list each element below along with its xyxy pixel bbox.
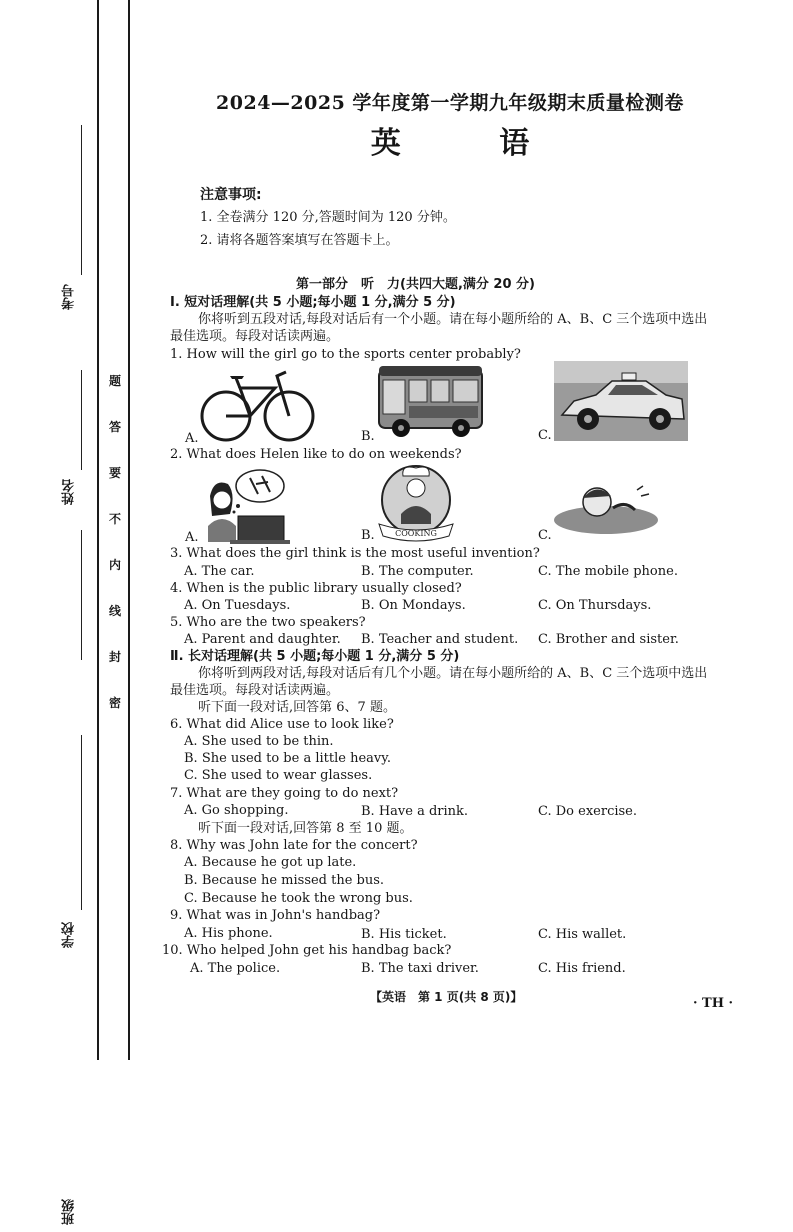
option: B. The computer. [361,564,474,579]
question-stem: 5. Who are the two speakers? [170,615,366,630]
page-footer: 【英语 第 1 页(共 8 页)】 [370,990,523,1004]
option-label: A. [185,530,199,545]
option-label: A. [185,431,199,446]
field-label: 班级 [62,1199,77,1225]
question-stem: 2. What does Helen like to do on weekends? [170,447,462,462]
option: C. On Thursdays. [538,598,652,613]
listening-note: 听下面一段对话,回答第 6、7 题。 [198,700,396,715]
question-stem: 6. What did Alice use to look like? [170,717,394,732]
option: B. Teacher and student. [361,632,519,647]
field-label: 考号 [62,284,77,310]
margin-line-left [97,0,99,1060]
option: C. His friend. [538,961,626,976]
bus-icon [377,364,484,440]
option-label: B. [361,528,375,543]
question-stem: 3. What does the girl think is the most useful invention? [170,546,540,561]
section-heading: Ⅱ. 长对话理解(共 5 小题;每小题 1 分,满分 5 分) [170,649,460,664]
subject-title: 英 语 [370,126,574,161]
notes-item: 1. 全卷满分 120 分,答题时间为 120 分钟。 [200,210,456,225]
option: C. She used to wear glasses. [184,768,373,783]
option: C. Because he took the wrong bus. [184,891,413,906]
option-label: B. [361,429,375,444]
option-label: C. [538,528,552,543]
option: A. His phone. [184,926,273,941]
taxi-icon [554,361,688,441]
seal-char: 线 [108,604,121,618]
option: C. Do exercise. [538,804,637,819]
option: C. His wallet. [538,927,627,942]
bicycle-icon [200,364,315,444]
option: C. Brother and sister. [538,632,679,647]
option: B. Have a drink. [361,804,469,819]
question-stem: 8. Why was John late for the concert? [170,838,418,853]
option: B. His ticket. [361,927,447,942]
option: B. The taxi driver. [361,961,479,976]
option: A. On Tuesdays. [184,598,291,613]
question-stem: 9. What was in John's handbag? [170,908,381,923]
part-heading: 第一部分 听 力(共四大题,满分 20 分) [296,277,535,292]
question-stem: 7. What are they going to do next? [170,786,399,801]
question-stem: 4. When is the public library usually closed? [170,581,462,596]
seal-char: 内 [108,558,121,572]
exam-title: 2024—2025 学年度第一学期九年级期末质量检测卷 [216,92,684,114]
section-instructions: 最佳选项。每段对话读两遍。 [170,683,340,698]
option: B. Because he missed the bus. [184,873,385,888]
seal-char: 封 [108,650,121,664]
seal-char: 密 [108,696,121,710]
cooking-banner-text: COOKING [395,529,437,538]
option: B. On Mondays. [361,598,466,613]
footer-code: · TH · [693,996,734,1011]
option: A. Go shopping. [184,803,289,818]
option: A. Because he got up late. [184,855,357,870]
section-instructions: 最佳选项。每段对话读两遍。 [170,329,340,344]
section-instructions: 你将听到五段对话,每段对话后有一个小题。请在每小题所给的 A、B、C 三个选项中选出 [198,312,708,327]
option: A. She used to be thin. [184,734,334,749]
notes-item: 2. 请将各题答案填写在答题卡上。 [200,233,399,248]
margin-line-right [128,0,130,1060]
seal-char: 要 [108,466,121,480]
option: A. Parent and daughter. [184,632,341,647]
cooking-icon [371,462,461,544]
seal-char: 不 [108,512,121,526]
shopping-girl-icon [200,466,292,546]
option: A. The car. [184,564,255,579]
option: A. The police. [190,961,281,976]
option: B. She used to be a little heavy. [184,751,391,766]
field-label: 学校 [62,922,77,948]
seal-char: 题 [108,374,121,388]
section-instructions: 你将听到两段对话,每段对话后有几个小题。请在每小题所给的 A、B、C 三个选项中选出 [198,666,708,681]
seal-char: 答 [108,420,121,434]
swimming-icon [551,478,661,538]
option: C. The mobile phone. [538,564,678,579]
field-label: 姓名 [62,479,77,505]
question-stem: 10. Who helped John get his handbag back? [162,943,452,958]
option-label: C. [538,428,552,443]
listening-note: 听下面一段对话,回答第 8 至 10 题。 [198,821,413,836]
question-stem: 1. How will the girl go to the sports center probably? [170,347,521,362]
notes-heading: 注意事项: [200,187,262,203]
section-heading: Ⅰ. 短对话理解(共 5 小题;每小题 1 分,满分 5 分) [170,295,456,310]
